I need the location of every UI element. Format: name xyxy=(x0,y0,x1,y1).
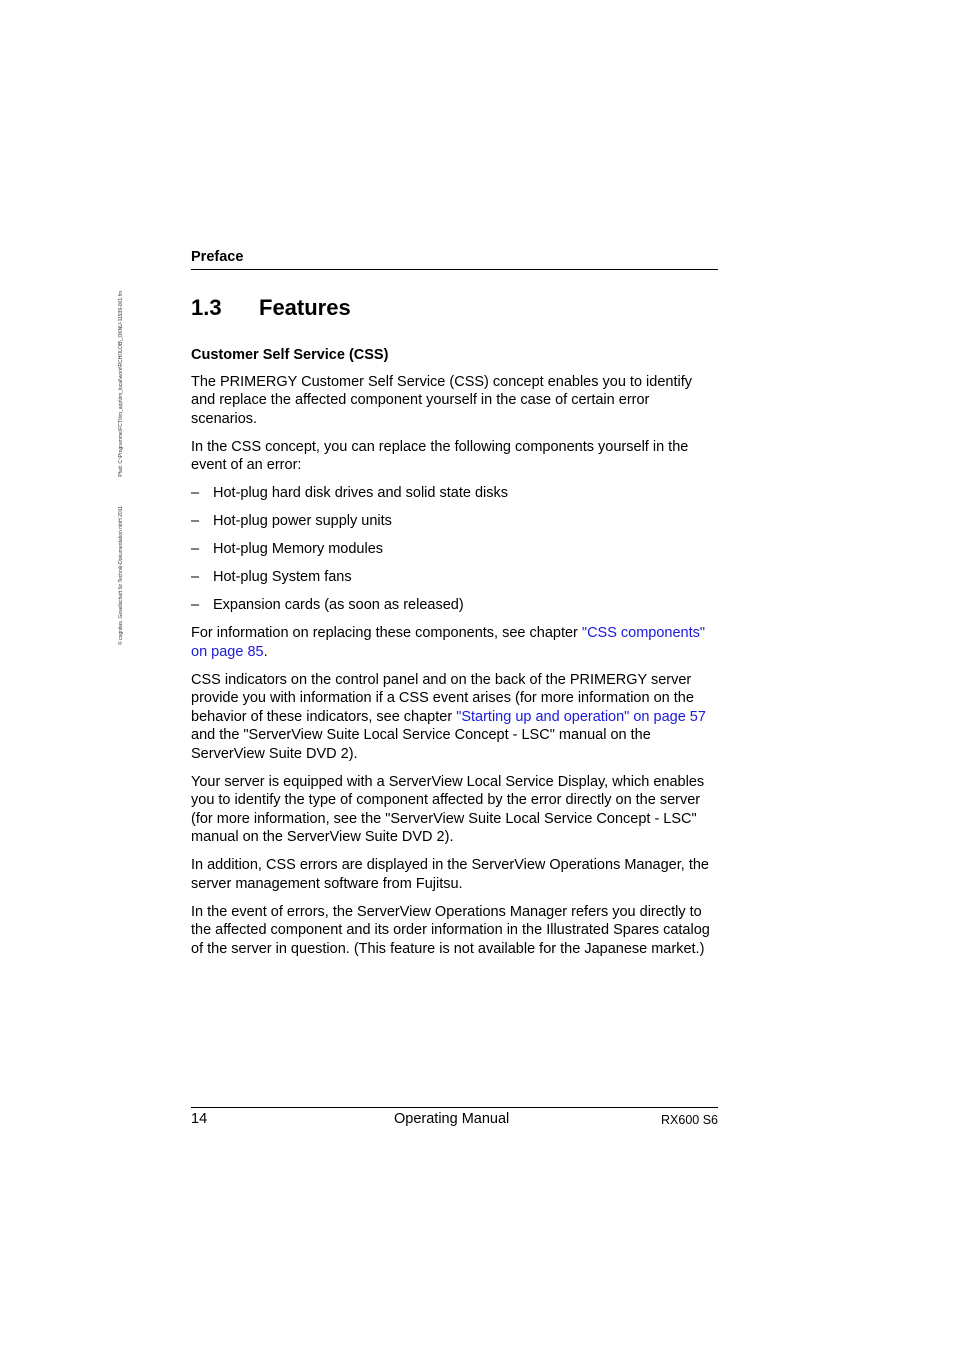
list-item: – Hot-plug hard disk drives and solid state disks xyxy=(191,485,508,501)
paragraph-replacing-info: For information on replacing these components, see chapter "CSS components" on page 85. xyxy=(191,625,706,660)
dash-bullet: – xyxy=(191,541,200,557)
paragraph-css-indicators: CSS indicators on the control panel and on the back of the PRIMERGY server provide you with information if a CSS event arises (for more information on the behavior of these indicators, see chapter "Starting up and operation" on page 57 and the "ServerView Suite Local Service Concept - LSC" manual on the ServerView Suite DVD 2). xyxy=(191,671,706,762)
section-number: 1.3 xyxy=(191,295,222,320)
paragraph-components-intro: In the CSS concept, you can replace the following components yourself in the event of an error: xyxy=(191,438,689,473)
section-heading xyxy=(191,295,351,321)
copyright-note: © cognitas. Gesellschaft für Technik-Dokumentation mbH 2011 xyxy=(118,506,124,645)
footer-doc-title: Operating Manual xyxy=(394,1111,510,1127)
list-item: – Expansion cards (as soon as released) xyxy=(191,597,464,613)
footer-model: RX600 S6 xyxy=(661,1113,718,1127)
running-header-title: Preface xyxy=(191,249,244,265)
dash-bullet: – xyxy=(191,569,200,585)
running-header xyxy=(191,249,718,270)
page-number: 14 xyxy=(191,1111,208,1127)
subheading: Customer Self Service (CSS) xyxy=(191,347,389,363)
page-body xyxy=(191,346,718,968)
paragraph-intro: The PRIMERGY Customer Self Service (CSS) concept enables you to identify and replace the affected component yourself in the case of certain error scenarios. xyxy=(191,373,693,427)
list-item: – Hot-plug System fans xyxy=(191,569,352,585)
file-path-note: Pfad: C:\Programme\FCT\tim_app\tim_local\work\RCHOLOB\_OKNU-11939-001.fm xyxy=(118,290,124,477)
dash-bullet: – xyxy=(191,597,200,613)
page-footer xyxy=(191,1107,718,1132)
margin-side-note xyxy=(118,235,124,645)
link-starting-up[interactable]: "Starting up and operation" on page 57 xyxy=(456,708,706,725)
component-list xyxy=(191,484,718,615)
list-item: – Hot-plug power supply units xyxy=(191,513,392,529)
section-title: Features xyxy=(259,295,351,320)
list-item: – Hot-plug Memory modules xyxy=(191,541,384,557)
link-css-components[interactable]: "CSS components" on page 85 xyxy=(191,625,706,660)
paragraph-local-service-display: Your server is equipped with a ServerView Local Service Display, which enables you to identify the type of component affected by the error directly on the server (for more information, see the "ServerView Suite Local Service Concept - LSC" manual on the ServerView Suite DVD 2). xyxy=(191,773,705,845)
paragraph-spares-catalog: In the event of errors, the ServerView Operations Manager refers you directly to the affected component and its order information in the Illustrated Spares catalog of the server in question. (This feature is not available for the Japanese market.) xyxy=(191,903,710,957)
dash-bullet: – xyxy=(191,485,200,501)
dash-bullet: – xyxy=(191,513,200,529)
paragraph-operations-manager: In addition, CSS errors are displayed in the ServerView Operations Manager, the server management software from Fujitsu. xyxy=(191,857,709,892)
